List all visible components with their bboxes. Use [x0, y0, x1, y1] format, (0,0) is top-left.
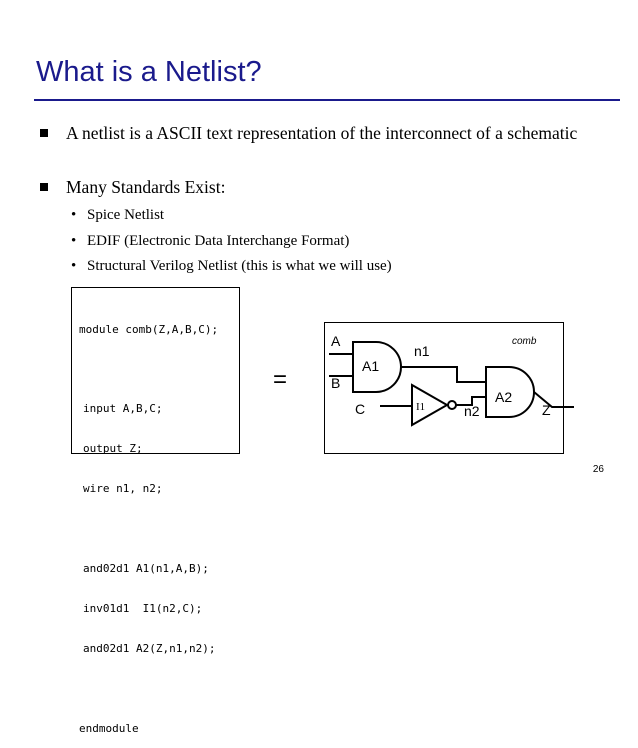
square-bullet-icon — [40, 183, 48, 191]
slide-title: What is a Netlist? — [36, 56, 262, 88]
square-bullet-icon — [40, 129, 48, 137]
gate-i1-label: I1 — [416, 401, 426, 413]
code-spacer — [79, 362, 239, 375]
bullet-text: A netlist is a ASCII text representation of the interconnect of a schematic — [66, 123, 578, 143]
inverter-bubble-icon — [448, 401, 456, 409]
input-a-label: A — [331, 333, 341, 349]
title-divider — [34, 99, 620, 101]
bullet-netlist-definition — [40, 121, 610, 145]
verilog-code-box — [71, 287, 240, 735]
dot-bullet-icon: • — [71, 207, 77, 223]
bullet-standards — [40, 175, 610, 199]
sub-bullet-verilog — [71, 257, 392, 275]
wire-n1-label: n1 — [414, 343, 430, 359]
sub-bullet-text: Spice Netlist — [87, 207, 165, 223]
equals-sign: = — [273, 366, 288, 393]
bullet-text: Many Standards Exist: — [66, 177, 226, 197]
code-line: endmodule — [79, 721, 139, 735]
gate-a1-label: A1 — [362, 358, 380, 374]
code-spacer — [79, 522, 239, 535]
code-line: and02d1 A2(Z,n1,n2); — [83, 641, 216, 655]
output-z-label: Z — [542, 402, 551, 418]
sub-bullet-text: Structural Verilog Netlist (this is what we will use) — [87, 258, 392, 274]
sub-bullet-text: EDIF (Electronic Data Interchange Format) — [87, 233, 350, 249]
schematic-diagram — [324, 322, 580, 454]
code-line: wire n1, n2; — [83, 482, 163, 496]
wire-n2-label: n2 — [464, 403, 480, 419]
input-b-label: B — [331, 375, 341, 391]
gate-a2-label: A2 — [495, 389, 513, 405]
code-line: input A,B,C; — [83, 402, 163, 416]
dot-bullet-icon: • — [71, 233, 77, 249]
sub-bullet-edif — [71, 232, 349, 250]
code-spacer — [79, 682, 239, 695]
code-line: module comb(Z,A,B,C); — [79, 322, 219, 336]
dot-bullet-icon: • — [71, 258, 77, 274]
sub-bullet-spice — [71, 206, 164, 224]
code-line: output Z; — [83, 442, 143, 456]
code-line: inv01d1 I1(n2,C); — [83, 601, 203, 615]
code-line: and02d1 A1(n1,A,B); — [83, 561, 209, 575]
slide-number: 26 — [592, 464, 604, 475]
input-c-label: C — [355, 401, 366, 417]
module-name-label: comb — [512, 336, 537, 347]
